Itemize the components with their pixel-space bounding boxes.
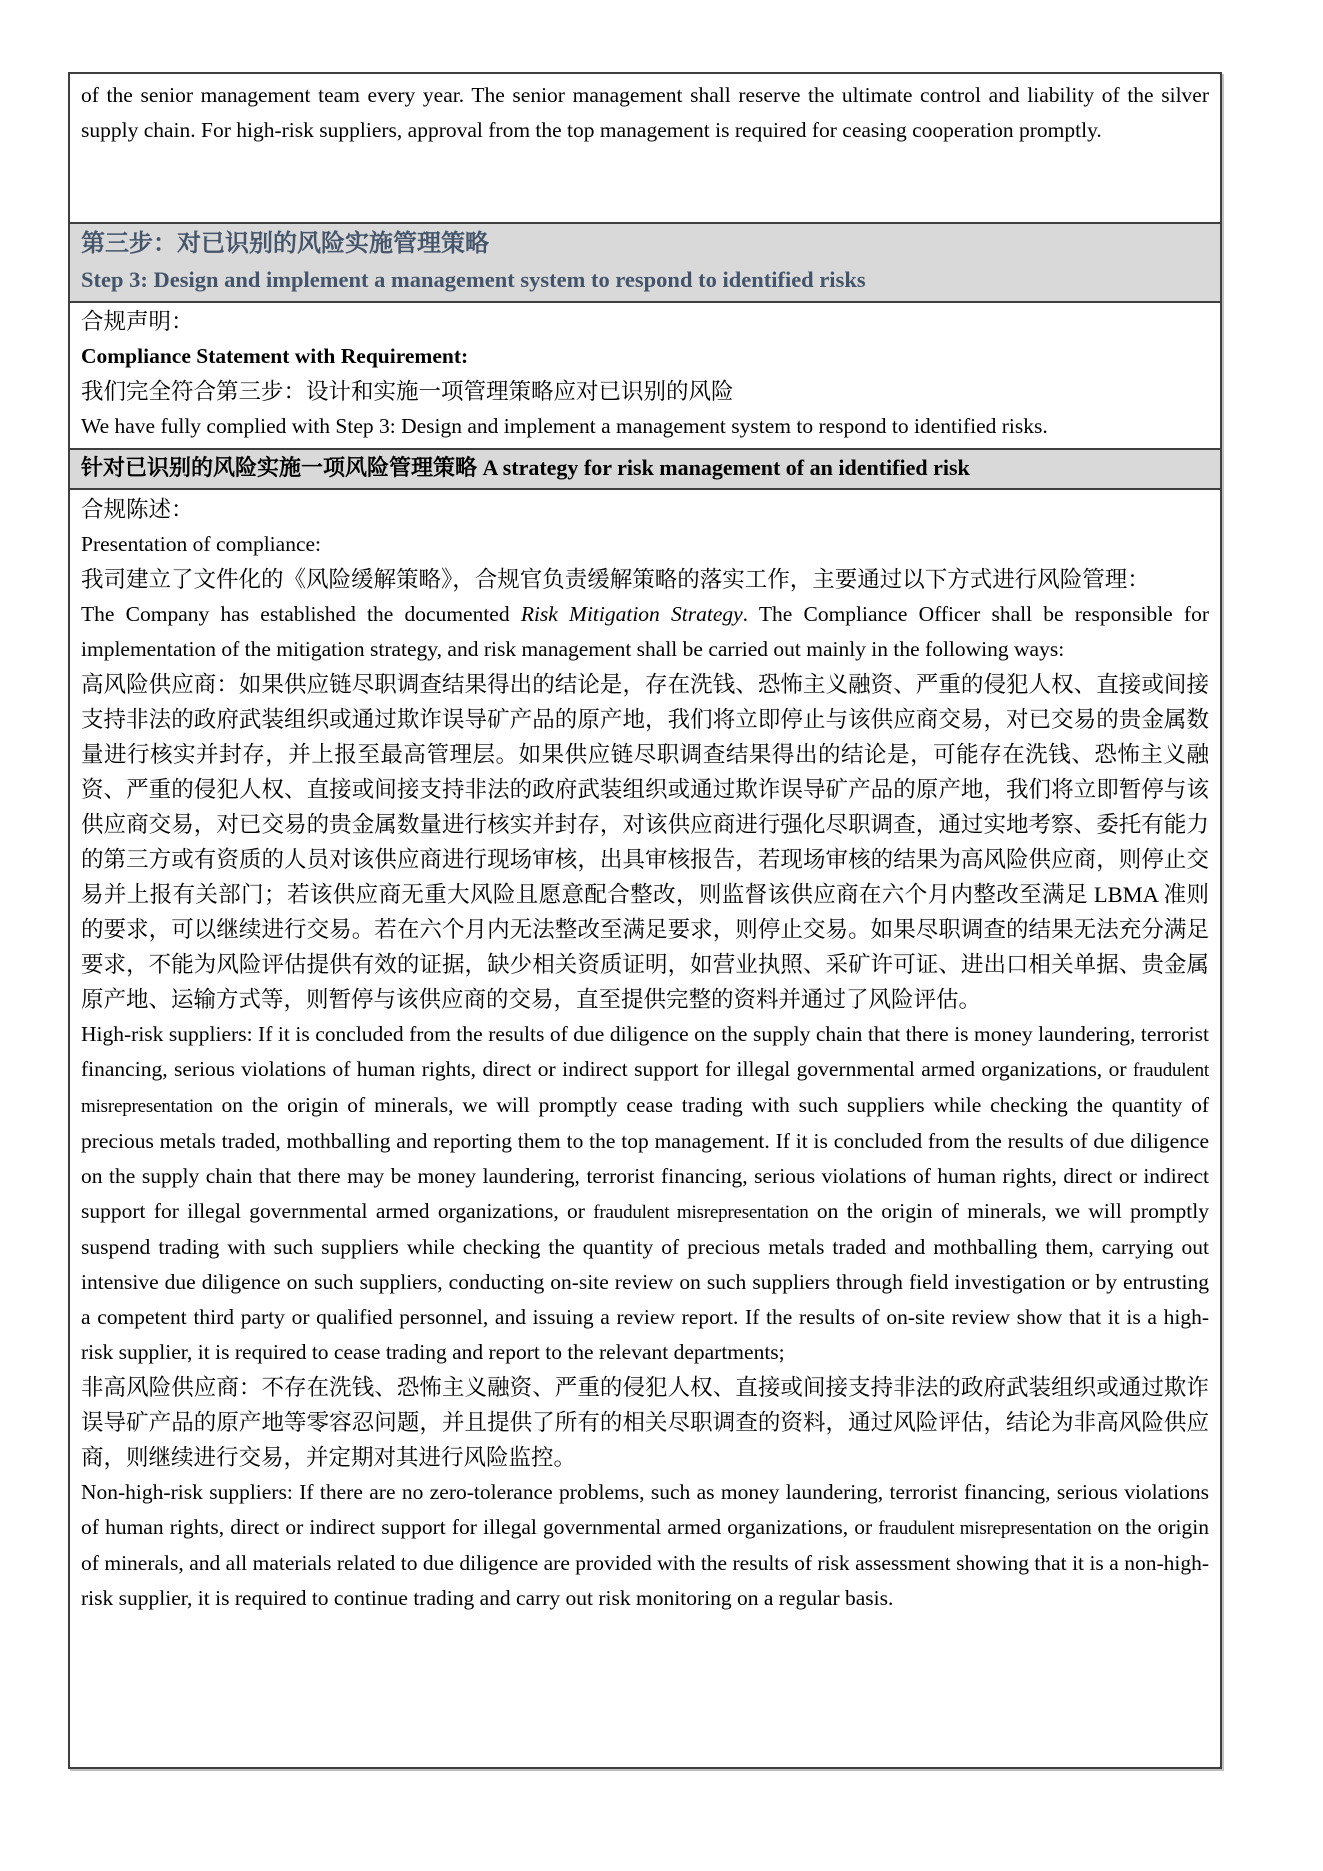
non-high-risk-en-seg2: on the origin of minerals, and all materials related to due diligence are provided with the results of risk assessment showing that it is a non-high-risk supplier, it is required to continue trading and carry out risk monitoring on a regular basis. xyxy=(81,1515,1209,1610)
non-high-risk-paragraph-en xyxy=(81,1475,1209,1616)
non-high-risk-paragraph-zh: 非高风险供应商：不存在洗钱、恐怖主义融资、严重的侵犯人权、直接或间接支持非法的政府武装组织或通过欺诈误导矿产品的原产地等零容忍问题，并且提供了所有的相关尽职调查的资料，通过风险评估，结论为非高风险供应商，则继续进行交易，并定期对其进行风险监控。 xyxy=(81,1375,1209,1470)
mitigation-intro-en-post: . The Compliance Officer shall be responsible for implementation of the mitigation strategy, and risk management shall be carried out mainly in the following ways: xyxy=(81,602,1209,661)
non-high-risk-en-frag1: fraudulent misrepresentation xyxy=(878,1518,1092,1539)
high-risk-en-frag2: fraudulent misrepresentation xyxy=(593,1202,809,1223)
intro-paragraph: of the senior management team every year. The senior management shall reserve the ultimate control and liability of the silver supply chain. For high-risk suppliers, approval from the top management is required for ceasing cooperation promptly. xyxy=(81,83,1209,142)
strategy-subheader-zh: 针对已识别的风险实施一项风险管理策略 xyxy=(81,455,478,480)
step3-header-row xyxy=(70,222,1220,301)
compliance-statement-text-zh: 我们完全符合第三步：设计和实施一项管理策略应对已识别的风险 xyxy=(81,379,734,404)
compliance-statement-label-en: Compliance Statement with Requirement: xyxy=(81,344,469,368)
compliance-statement-text-en: We have fully complied with Step 3: Design and implement a management system to respond to identified risks. xyxy=(81,414,1048,438)
strategy-subheader-row xyxy=(70,448,1220,488)
risk-mitigation-strategy-title: Risk Mitigation Strategy xyxy=(520,602,743,626)
high-risk-paragraph-en xyxy=(81,1017,1209,1370)
step3-header-zh: 第三步：对已识别的风险实施管理策略 xyxy=(81,231,489,257)
strategy-subheader-en: A strategy for risk management of an identified risk xyxy=(482,455,970,480)
mitigation-intro-zh: 我司建立了文件化的《风险缓解策略》，合规官负责缓解策略的落实工作，主要通过以下方式进行风险管理： xyxy=(81,567,1150,592)
presentation-label-zh: 合规陈述： xyxy=(81,497,194,522)
mitigation-intro-en-pre: The Company has established the documented xyxy=(81,602,521,626)
mitigation-intro-en xyxy=(81,597,1209,667)
high-risk-en-seg2: on the origin of minerals, we will promptly cease trading with such suppliers while checking the quantity of precious metals traded, mothballing and reporting them to the top management. If it is concluded from the results of due diligence on the supply chain that there may be money laundering, terrorist financing, serious violations of human rights, direct or indirect support for illegal governmental armed organizations, or xyxy=(81,1093,1209,1223)
step3-header-en: Step 3: Design and implement a management system to respond to identified risks xyxy=(81,267,866,292)
high-risk-en-seg3: on the origin of minerals, we will promptly suspend trading with such suppliers while checking the quantity of precious metals traded and mothballing them, carrying out intensive due diligence on such suppliers, conducting on-site review on such suppliers through field investigation or by entrusting a competent third party or qualified personnel, and issuing a review report. If the results of on-site review show that it is a high-risk supplier, it is required to cease trading and report to the relevant departments; xyxy=(81,1199,1209,1364)
presentation-row xyxy=(70,488,1220,1767)
high-risk-en-seg1: High-risk suppliers: If it is concluded from the results of due diligence on the supply chain that there is money laundering, terrorist financing, serious violations of human rights, direct or indirect support for illegal governmental armed organizations, or xyxy=(81,1022,1209,1081)
high-risk-paragraph-zh: 高风险供应商：如果供应链尽职调查结果得出的结论是，存在洗钱、恐怖主义融资、严重的侵犯人权、直接或间接支持非法的政府武装组织或通过欺诈误导矿产品的原产地，我们将立即停止与该供应商交易，对已交易的贵金属数量进行核实并封存，并上报至最高管理层。如果供应链尽职调查结果得出的结论是，可能存在洗钱、恐怖主义融资、严重的侵犯人权、直接或间接支持非法的政府武装组织或通过欺诈误导矿产品的原产地，我们将立即暂停与该供应商交易，对已交易的贵金属数量进行核实并封存，对该供应商进行强化尽职调查，通过实地考察、委托有能力的第三方或有资质的人员对该供应商进行现场审核，出具审核报告，若现场审核的结果为高风险供应商，则停止交易并上报有关部门；若该供应商无重大风险且愿意配合整改，则监督该供应商在六个月内整改至满足 LBMA 准则的要求，可以继续进行交易。若在六个月内无法整改至满足要求，则停止交易。如果尽职调查的结果无法充分满足要求，不能为风险评估提供有效的证据，缺少相关资质证明，如营业执照、采矿许可证、进出口相关单据、贵金属原产地、运输方式等，则暂停与该供应商的交易，直至提供完整的资料并通过了风险评估。 xyxy=(81,672,1209,1012)
presentation-label-en: Presentation of compliance: xyxy=(81,532,322,556)
compliance-statement-row xyxy=(70,301,1220,448)
compliance-table xyxy=(68,72,1222,1769)
intro-paragraph-row xyxy=(70,74,1220,222)
high-risk-en-frag1: fraudulent misrepresentation xyxy=(81,1060,1209,1117)
non-high-risk-en-seg1: Non-high-risk suppliers: If there are no zero-tolerance problems, such as money laundering, terrorist financing, serious violations of human rights, direct or indirect support for illegal governmental armed organizations, or xyxy=(81,1480,1209,1539)
strategy-subheader xyxy=(81,451,1209,484)
compliance-statement-label-zh: 合规声明： xyxy=(81,309,194,334)
